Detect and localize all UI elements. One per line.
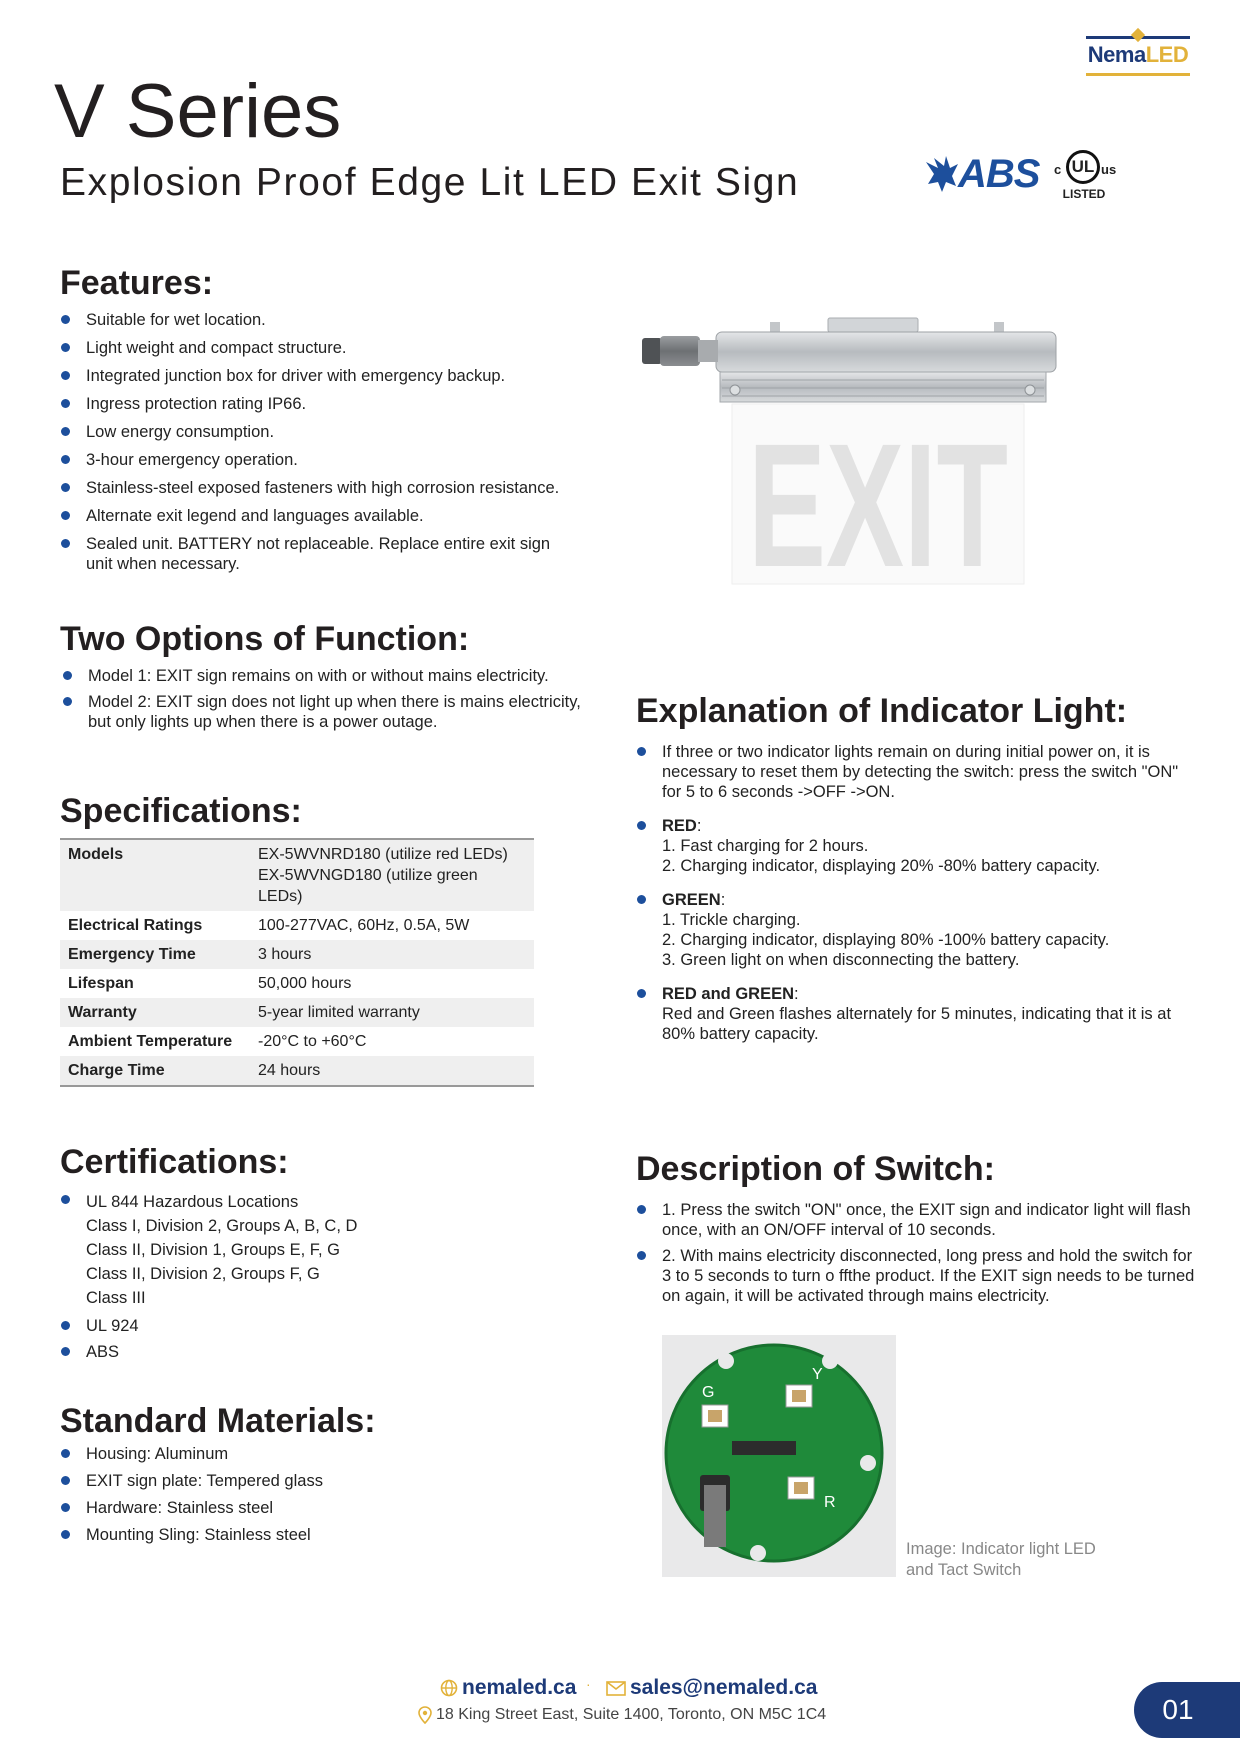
list-item: Ingress protection rating IP66. (60, 394, 580, 414)
list-item: Model 1: EXIT sign remains on with or without mains electricity. (62, 666, 582, 686)
list-item: UL 924 (60, 1316, 520, 1336)
table-row: Ambient Temperature -20°C to +60°C (68, 1033, 367, 1050)
switch-list (636, 1200, 1196, 1312)
page-subtitle: Explosion Proof Edge Lit LED Exit Sign (60, 161, 800, 204)
function-options-list (62, 666, 582, 738)
list-item: EXIT sign plate: Tempered glass (60, 1471, 520, 1491)
features-heading: Features: (60, 264, 214, 302)
list-item: If three or two indicator lights remain on during initial power on, it is necessary to reset them by detecting the switch: press the switch "ON" for 5 to 6 seconds ->OFF ->ON. (636, 742, 1196, 802)
list-item: Housing: Aluminum (60, 1444, 520, 1464)
list-item: Integrated junction box for driver with emergency backup. (60, 366, 580, 386)
eagle-icon (924, 154, 960, 194)
location-pin-icon (418, 1706, 432, 1724)
table-row: Lifespan 50,000 hours (68, 975, 352, 992)
certifications-list (60, 1190, 520, 1368)
list-item: Stainless-steel exposed fasteners with high corrosion resistance. (60, 478, 580, 498)
list-item: 2. With mains electricity disconnected, long press and hold the switch for 3 to 5 seconds to turn o ffthe product. If the EXIT sign needs to be turned on again, it will be activated through mains electricity. (636, 1246, 1196, 1306)
specifications-heading: Specifications: (60, 792, 302, 830)
footer-separator: · (586, 1676, 591, 1692)
list-item: Suitable for wet location. (60, 310, 580, 330)
list-item: Hardware: Stainless steel (60, 1498, 520, 1518)
pcb-label-y: Y (812, 1366, 823, 1383)
features-list (60, 310, 580, 582)
indicator-light-list (636, 742, 1196, 1058)
function-options-heading: Two Options of Function: (60, 620, 470, 658)
exit-legend: EXIT (748, 408, 1008, 604)
list-item: 1. Press the switch "ON" once, the EXIT sign and indicator light will flash once, with an ON/OFF interval of 10 seconds. (636, 1200, 1196, 1240)
envelope-icon (606, 1681, 626, 1696)
list-item: Model 2: EXIT sign does not light up when there is mains electricity, but only lights up when there is a power outage. (62, 692, 582, 732)
table-row: Charge Time 24 hours (60, 1056, 534, 1086)
list-item: Light weight and compact structure. (60, 338, 580, 358)
list-item: Alternate exit legend and languages available. (60, 506, 580, 526)
list-item: RED and GREEN: Red and Green flashes alternately for 5 minutes, indicating that it is at 80% battery capacity. (636, 984, 1196, 1044)
photo-caption: Image: Indicator light LED and Tact Switch (906, 1540, 1096, 1579)
pcb-label-r: R (824, 1494, 836, 1511)
indicator-light-heading: Explanation of Indicator Light: (636, 692, 1128, 730)
page-title: V Series (54, 69, 342, 154)
table-row: Emergency Time 3 hours (60, 940, 534, 969)
ul-listed-logo: c UL us LISTED (1054, 150, 1118, 204)
list-item: Low energy consumption. (60, 422, 580, 442)
page-number: 01 (1134, 1682, 1240, 1738)
exit-sign-product-image (640, 310, 1060, 604)
list-item: 3-hour emergency operation. (60, 450, 580, 470)
switch-heading: Description of Switch: (636, 1150, 995, 1188)
list-item: GREEN: 1. Trickle charging. 2. Charging indicator, displaying 80% -100% battery capacity. 3. Green light on when disconnecting the battery. (636, 890, 1196, 970)
specifications-table (60, 838, 534, 1087)
table-row: Models EX-5WVNRD180 (utilize red LEDs) EX-5WVNGD180 (utilize green LEDs) (60, 839, 534, 911)
list-item: ABS (60, 1342, 520, 1362)
list-item: Sealed unit. BATTERY not replaceable. Replace entire exit sign unit when necessary. (60, 534, 580, 574)
pcb-label-g: G (702, 1384, 715, 1401)
table-row: Warranty 5-year limited warranty (60, 998, 534, 1027)
list-item: UL 844 Hazardous Locations Class I, Division 2, Groups A, B, C, D Class II, Division 1, Groups E, F, G Class II, Division 2, Groups F, G Class III (60, 1190, 520, 1310)
materials-list (60, 1444, 520, 1552)
list-item: Mounting Sling: Stainless steel (60, 1525, 520, 1545)
certifications-heading: Certifications: (60, 1143, 289, 1181)
globe-icon (440, 1679, 458, 1697)
nemaled-logo: NemaLED (1086, 28, 1190, 78)
table-row: Electrical Ratings 100-277VAC, 60Hz, 0.5A, 5W (68, 917, 470, 934)
footer-website[interactable]: nemaled.ca (440, 1676, 576, 1700)
list-item: RED: 1. Fast charging for 2 hours. 2. Charging indicator, displaying 20% -80% battery capacity. (636, 816, 1196, 876)
abs-certification-logo: ABS (924, 150, 1046, 202)
footer-email[interactable]: sales@nemaled.ca (606, 1676, 817, 1700)
footer-address: 18 King Street East, Suite 1400, Toronto, ON M5C 1C4 (418, 1706, 826, 1724)
materials-heading: Standard Materials: (60, 1402, 376, 1440)
pcb-photo (662, 1335, 896, 1577)
